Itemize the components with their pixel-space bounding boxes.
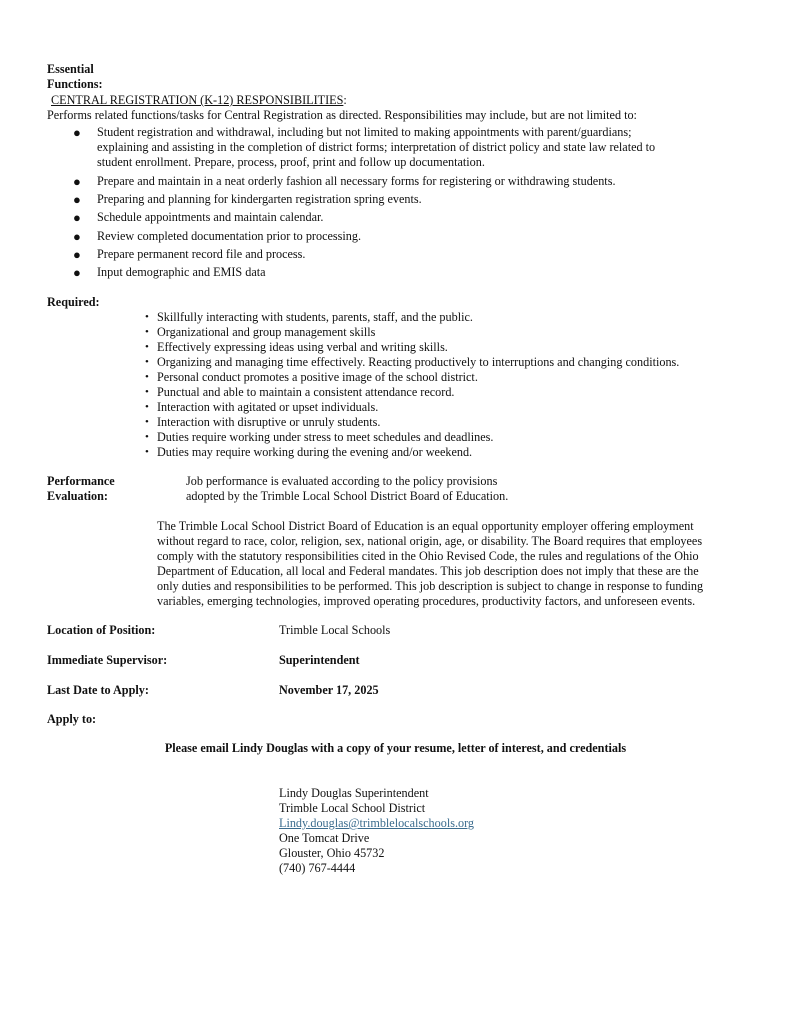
- bullet-icon: ●: [73, 210, 81, 225]
- deadline-label: Last Date to Apply:: [47, 683, 149, 697]
- performance-label-line2: Evaluation:: [47, 489, 108, 503]
- bullet-icon: •: [145, 416, 149, 428]
- contact-phone: (740) 767-4444: [279, 861, 356, 875]
- bullet-icon: •: [145, 386, 149, 398]
- performance-text-line2: adopted by the Trimble Local School District Board of Education.: [186, 489, 509, 503]
- list-item: • Personal conduct promotes a positive image of the school district.: [145, 370, 478, 384]
- list-item: • Organizational and group management skills: [145, 325, 376, 339]
- supervisor-value: Superintendent: [279, 653, 360, 667]
- list-item: • Organizing and managing time effectively. Reacting productively to interruptions and changing conditions.: [145, 355, 680, 369]
- list-item: • Interaction with disruptive or unruly students.: [145, 415, 381, 429]
- eeo-line: only duties and responsibilities to be performed. This job description is subject to change in response to funding: [157, 579, 704, 593]
- performance-text-line1: Job performance is evaluated according to the policy provisions: [186, 474, 498, 488]
- apply-label: Apply to:: [47, 712, 97, 726]
- email-link[interactable]: Lindy.douglas@trimblelocalschools.org: [279, 816, 475, 830]
- list-item: • Duties may require working during the evening and/or weekend.: [145, 445, 473, 459]
- eeo-line: without regard to race, color, religion, sex, national origin, age, or disability. The Board requires that employees: [157, 534, 703, 548]
- eeo-line: Department of Education, all local and Federal mandates. This job description does not imply that these are the: [157, 564, 699, 578]
- list-item-continuation: student enrollment. Prepare, process, proof, print and follow up documentation.: [97, 155, 485, 169]
- bullet-icon: ●: [73, 125, 81, 140]
- list-item: • Interaction with agitated or upset individuals.: [145, 400, 379, 414]
- bullet-icon: •: [145, 326, 149, 338]
- list-item: • Punctual and able to maintain a consistent attendance record.: [145, 385, 455, 399]
- bullet-icon: ●: [73, 265, 81, 280]
- contact-name: Lindy Douglas Superintendent: [279, 786, 429, 800]
- required-heading: Required:: [47, 295, 100, 309]
- supervisor-label: Immediate Supervisor:: [47, 653, 168, 667]
- bullet-icon: ●: [73, 229, 81, 244]
- list-item: • Duties require working under stress to meet schedules and deadlines.: [145, 430, 494, 444]
- bullet-icon: ●: [73, 192, 81, 207]
- contact-street: One Tomcat Drive: [279, 831, 370, 845]
- list-item: ● Preparing and planning for kindergarten registration spring events.: [73, 192, 422, 207]
- bullet-icon: ●: [73, 247, 81, 262]
- location-label: Location of Position:: [47, 623, 156, 637]
- bullet-icon: •: [145, 341, 149, 353]
- subheading-text: CENTRAL REGISTRATION (K-12) RESPONSIBILITIES: [51, 93, 344, 107]
- performance-label-line1: Performance: [47, 474, 115, 488]
- eeo-line: The Trimble Local School District Board of Education is an equal opportunity employer offering employment: [157, 519, 694, 533]
- location-value: Trimble Local Schools: [279, 623, 391, 637]
- contact-block: [279, 786, 474, 876]
- list-item: ● Schedule appointments and maintain calendar.: [73, 210, 324, 225]
- essential-heading-line1: Essential: [47, 62, 94, 76]
- bullet-icon: •: [145, 371, 149, 383]
- subheading-colon: :: [343, 93, 347, 107]
- essential-intro: Performs related functions/tasks for Central Registration as directed. Responsibilities may include, but are not limited to:: [47, 108, 637, 122]
- bullet-icon: ●: [73, 174, 81, 189]
- list-item: ● Input demographic and EMIS data: [73, 265, 266, 280]
- deadline-value: November 17, 2025: [279, 683, 379, 697]
- essential-heading-line2: Functions:: [47, 77, 103, 91]
- bullet-icon: •: [145, 356, 149, 368]
- list-item: ● Review completed documentation prior to processing.: [73, 229, 361, 244]
- list-item-continuation: explaining and assisting in the completion of district forms; interpretation of district policy and state law related to: [97, 140, 656, 154]
- apply-instruction: Please email Lindy Douglas with a copy of your resume, letter of interest, and credentials: [164, 741, 627, 755]
- contact-district: Trimble Local School District: [279, 801, 426, 815]
- contact-city: Glouster, Ohio 45732: [279, 846, 385, 860]
- list-item: • Effectively expressing ideas using verbal and writing skills.: [145, 340, 448, 354]
- eeo-statement: [157, 519, 757, 609]
- list-item: ● Student registration and withdrawal, including but not limited to making appointments with parent/guardians;: [73, 125, 632, 140]
- list-item: ● Prepare and maintain in a neat orderly fashion all necessary forms for registering or withdrawing students.: [73, 174, 616, 189]
- eeo-line: comply with the statutory responsibilities cited in the Ohio Revised Code, the rules and regulations of the Ohio: [157, 549, 699, 563]
- bullet-icon: •: [145, 311, 149, 323]
- list-item: ● Prepare permanent record file and process.: [73, 247, 306, 262]
- eeo-line: variables, emerging technologies, improved operating procedures, productivity factors, and unforeseen events.: [157, 594, 696, 608]
- bullet-icon: •: [145, 431, 149, 443]
- central-registration-subheading: [51, 93, 347, 108]
- bullet-icon: •: [145, 401, 149, 413]
- bullet-icon: •: [145, 446, 149, 458]
- list-item: • Skillfully interacting with students, parents, staff, and the public.: [145, 310, 473, 324]
